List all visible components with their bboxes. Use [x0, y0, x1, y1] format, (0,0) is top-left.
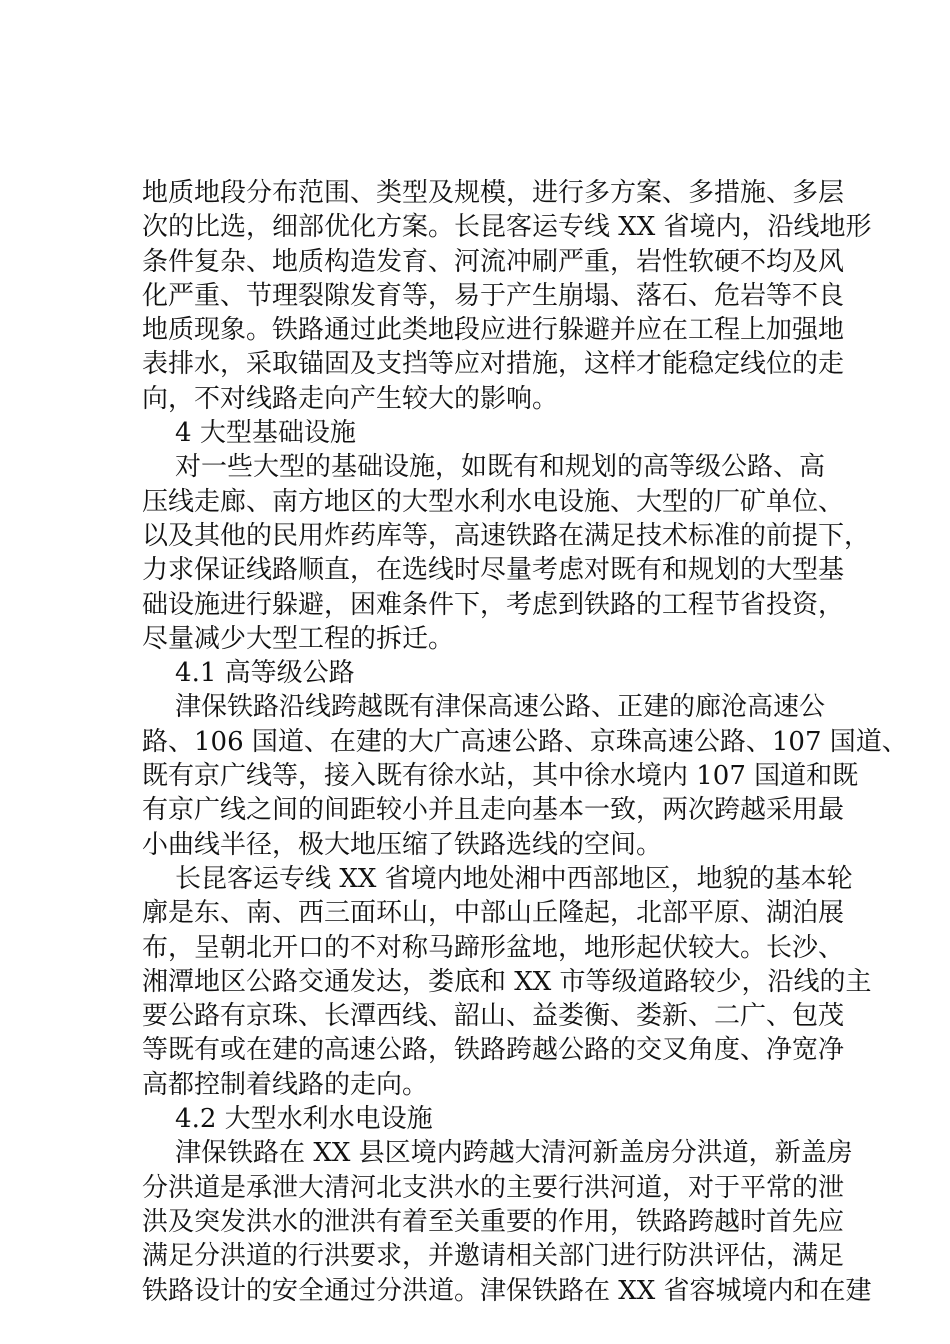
text-line: 表排水，采取锚固及支挡等应对措施，这样才能稳定线位的走 [142, 349, 845, 380]
text-line: 满足分洪道的行洪要求，并邀请相关部门进行防洪评估，满足 [142, 1241, 845, 1272]
text-line: 廓是东、南、西三面环山，中部山丘隆起，北部平原、湖泊展 [142, 898, 845, 929]
text-line: 础设施进行躲避，困难条件下，考虑到铁路的工程节省投资， [142, 589, 845, 620]
text-line: 铁路设计的安全通过分洪道。津保铁路在 XX 省容城境内和在建 [142, 1275, 872, 1306]
text-line: 高都控制着线路的走向。 [142, 1069, 429, 1100]
text-line: 等既有或在建的高速公路，铁路跨越公路的交叉角度、净宽净 [142, 1035, 845, 1066]
text-line: 次的比选，细部优化方案。长昆客运专线 XX 省境内，沿线地形 [142, 212, 872, 243]
text-line: 津保铁路在 XX 县区境内跨越大清河新盖房分洪道，新盖房 [142, 1138, 853, 1169]
text-line: 向，不对线路走向产生较大的影响。 [142, 383, 559, 414]
text-line: 分洪道是承泄大清河北支洪水的主要行洪河道，对于平常的泄 [142, 1172, 845, 1203]
text-line: 长昆客运专线 XX 省境内地处湘中西部地区，地貌的基本轮 [142, 863, 853, 894]
text-line: 以及其他的民用炸药库等，高速铁路在满足技术标准的前提下， [142, 520, 871, 551]
subsection-heading: 4.1 高等级公路 [142, 658, 355, 689]
text-line: 路、106 国道、在建的大广高速公路、京珠高速公路、107 国道、 [142, 726, 908, 757]
text-line: 小曲线半径，极大地压缩了铁路选线的空间。 [142, 829, 663, 860]
subsection-heading: 4.2 大型水利水电设施 [142, 1104, 433, 1135]
text-line: 既有京广线等，接入既有徐水站，其中徐水境内 107 国道和既 [142, 761, 859, 792]
text-line: 尽量减少大型工程的拆迁。 [142, 623, 455, 654]
text-line: 洪及突发洪水的泄洪有着至关重要的作用，铁路跨越时首先应 [142, 1206, 845, 1237]
text-line: 化严重、节理裂隙发育等，易于产生崩塌、落石、危岩等不良 [142, 280, 845, 311]
text-line: 湘潭地区公路交通发达，娄底和 XX 市等级道路较少，沿线的主 [142, 966, 872, 997]
text-line: 地质现象。铁路通过此类地段应进行躲避并应在工程上加强地 [142, 315, 845, 346]
text-line: 布，呈朝北开口的不对称马蹄形盆地，地形起伏较大。长沙、 [142, 932, 845, 963]
text-line: 压线走廊、南方地区的大型水利水电设施、大型的厂矿单位、 [142, 486, 845, 517]
text-line: 力求保证线路顺直，在选线时尽量考虑对既有和规划的大型基 [142, 555, 845, 586]
text-line: 地质地段分布范围、类型及规模，进行多方案、多措施、多层 [142, 178, 845, 208]
text-line: 对一些大型的基础设施，如既有和规划的高等级公路、高 [142, 452, 826, 483]
text-line: 条件复杂、地质构造发育、河流冲刷严重，岩性软硬不均及风 [142, 246, 845, 277]
body-text [142, 176, 908, 1308]
section-heading: 4 大型基础设施 [142, 418, 356, 449]
text-line: 津保铁路沿线跨越既有津保高速公路、正建的廊沧高速公 [142, 692, 826, 723]
text-line: 要公路有京珠、长潭西线、韶山、益娄衡、娄新、二广、包茂 [142, 1001, 845, 1032]
text-line: 有京广线之间的间距较小并且走向基本一致，两次跨越采用最 [142, 795, 845, 826]
